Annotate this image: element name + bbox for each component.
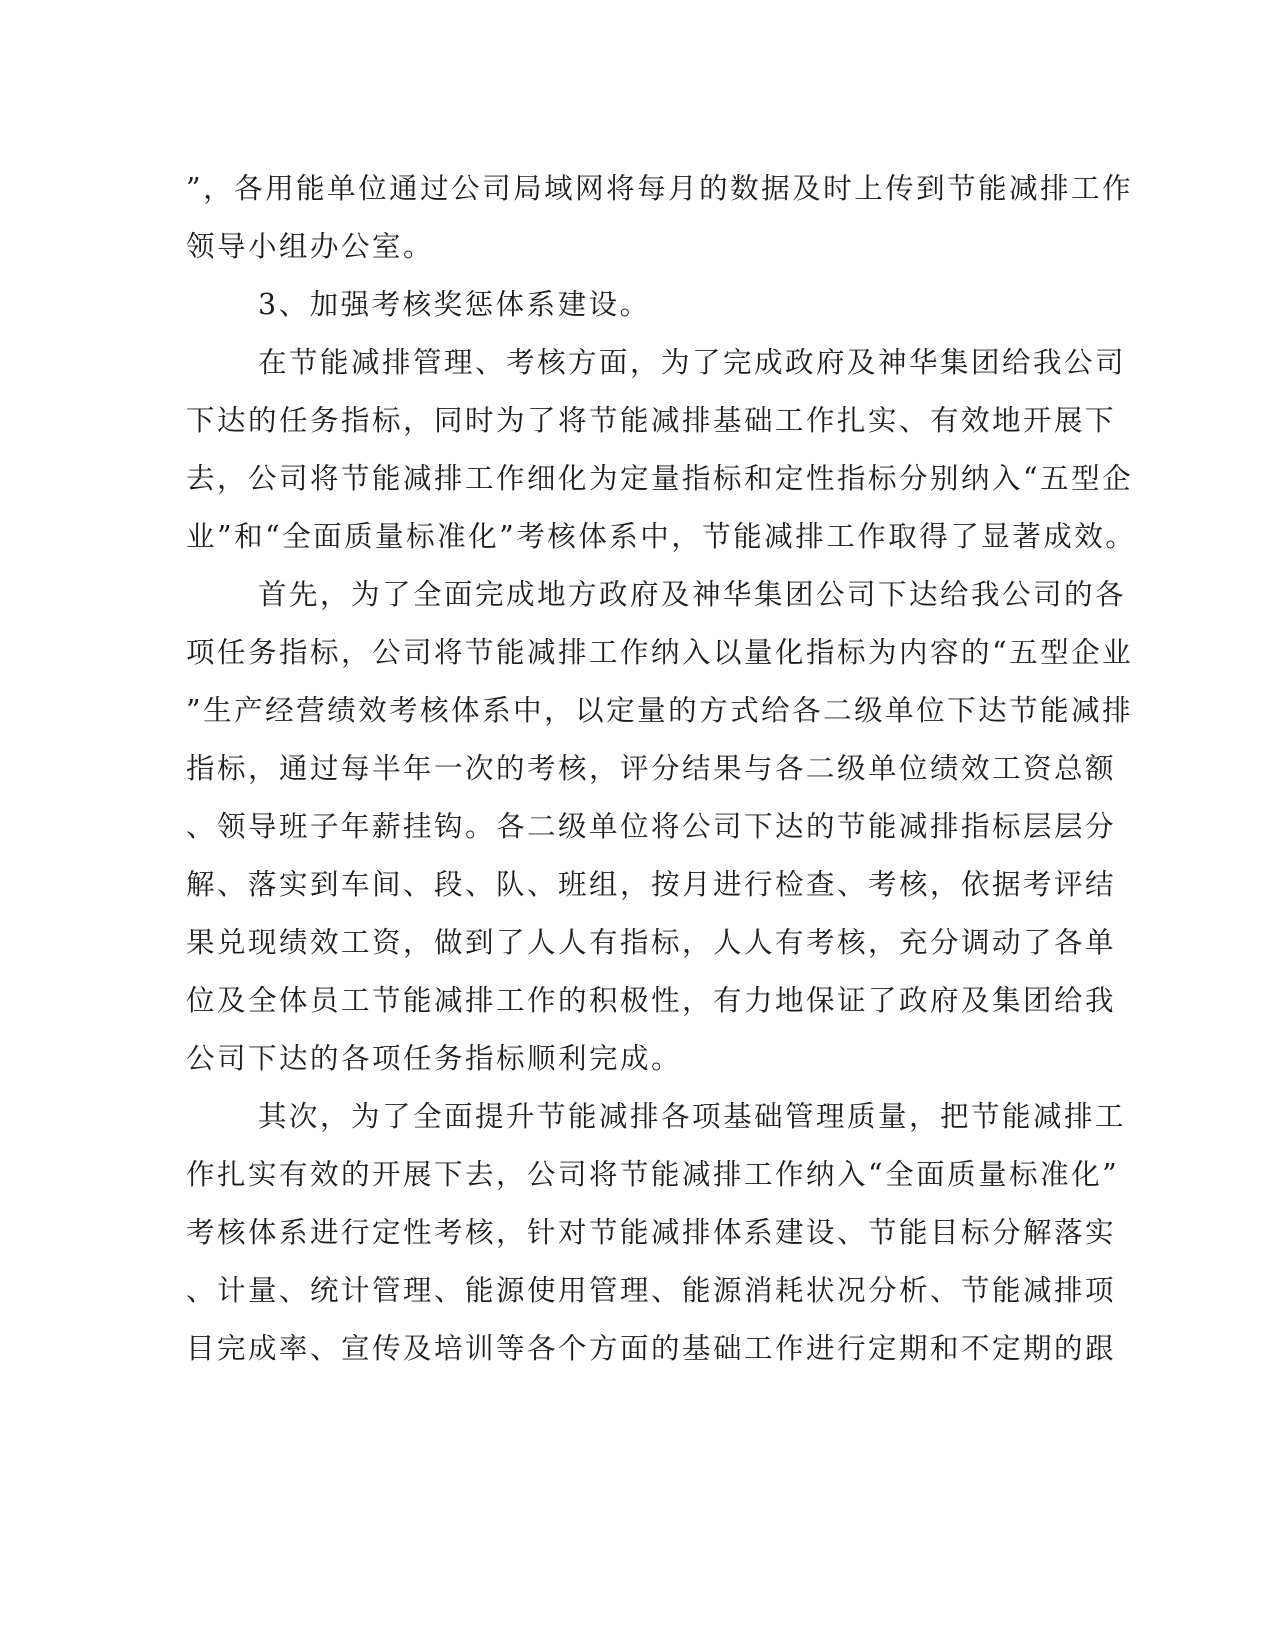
text-line: 项任务指标，公司将节能减排工作纳入以量化指标为内容的“五型企业 <box>186 636 1134 669</box>
text-line: 其次，为了全面提升节能减排各项基础管理质量，把节能减排工 <box>258 1100 1127 1133</box>
text-line: 考核体系进行定性考核，针对节能减排体系建设、节能目标分解落实 <box>186 1216 1117 1249</box>
text-line: 作扎实有效的开展下去，公司将节能减排工作纳入“全面质量标准化” <box>186 1158 1120 1191</box>
text-line: 在节能减排管理、考核方面，为了完成政府及神华集团给我公司 <box>258 346 1127 379</box>
text-line: 去，公司将节能减排工作细化为定量指标和定性指标分别纳入“五型企 <box>186 462 1134 495</box>
section-heading: 3、加强考核奖惩体系建设。 <box>258 288 651 321</box>
text-line: 公司下达的各项任务指标顺利完成。 <box>186 1042 683 1075</box>
text-line: 业”和“全面质量标准化”考核体系中，节能减排工作取得了显著成效。 <box>186 520 1137 553</box>
text-line: 下达的任务指标，同时为了将节能减排基础工作扎实、有效地开展下 <box>186 404 1117 437</box>
text-line: 指标，通过每半年一次的考核，评分结果与各二级单位绩效工资总额 <box>186 752 1117 785</box>
text-line: ”，各用能单位通过公司局域网将每月的数据及时上传到节能减排工作 <box>186 172 1134 205</box>
text-line: 果兑现绩效工资，做到了人人有指标，人人有考核，充分调动了各单 <box>186 926 1117 959</box>
text-line: 领导小组办公室。 <box>186 230 435 263</box>
text-line: 位及全体员工节能减排工作的积极性，有力地保证了政府及集团给我 <box>186 984 1117 1017</box>
text-line: 首先，为了全面完成地方政府及神华集团公司下达给我公司的各 <box>258 578 1127 611</box>
text-line: 解、落实到车间、段、队、班组，按月进行检查、考核，依据考评结 <box>186 868 1117 901</box>
body-text <box>186 160 1137 1378</box>
text-line: 、计量、统计管理、能源使用管理、能源消耗状况分析、节能减排项 <box>186 1274 1117 1307</box>
text-line: ”生产经营绩效考核体系中，以定量的方式给各二级单位下达节能减排 <box>186 694 1134 727</box>
text-line: 目完成率、宣传及培训等各个方面的基础工作进行定期和不定期的跟 <box>186 1332 1117 1365</box>
text-line: 、领导班子年薪挂钩。各二级单位将公司下达的节能减排指标层层分 <box>186 810 1117 843</box>
